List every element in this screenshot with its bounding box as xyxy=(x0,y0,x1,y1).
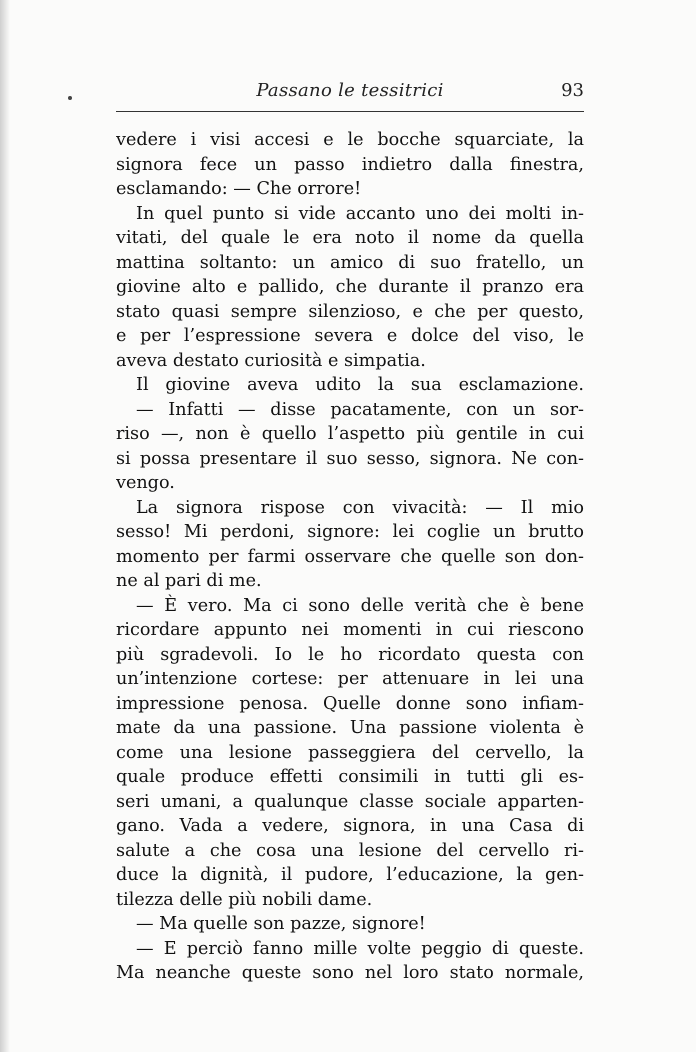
text-line: sesso! Mi perdoni, signore: lei coglie un brutto xyxy=(116,522,584,542)
text-line: stato quasi sempre silenzioso, e che per questo, xyxy=(116,301,584,322)
text-line: mate da una passione. Una passione violenta è xyxy=(116,718,584,738)
text-line: In quel punto si vide accanto uno dei molti in- xyxy=(136,203,584,224)
page-header xyxy=(116,80,584,110)
text-line: come una lesione passeggiera del cervello, la xyxy=(116,742,584,763)
text-line: e per l’espressione severa e dolce del viso, le xyxy=(116,326,584,346)
text-line: Ma neanche queste sono nel loro stato normale, xyxy=(116,963,584,983)
text-line: impressione penosa. Quelle donne sono infiam- xyxy=(116,693,584,714)
text-line: quale produce effetti consimili in tutti gli es- xyxy=(116,767,584,787)
text-line: più sgradevoli. Io le ho ricordato questa con xyxy=(116,644,584,665)
text-line: La signora rispose con vivacità: — Il mio xyxy=(136,497,584,518)
text-line: si possa presentare il suo sesso, signora. Ne con- xyxy=(116,448,584,469)
text-line: — Infatti — disse pacatamente, con un sor- xyxy=(136,399,584,420)
text-line: mattina soltanto: un amico di suo fratello, un xyxy=(116,252,584,273)
text-line: ricordare appunto nei momenti in cui riescono xyxy=(116,620,584,640)
text-line: seri umani, a qualunque classe sociale apparten- xyxy=(116,791,584,812)
text-line: salute a che cosa una lesione del cervello ri- xyxy=(116,840,584,861)
running-title: Passano le tessitrici xyxy=(256,80,444,101)
text-line: vitati, del quale le era noto il nome da quella xyxy=(116,228,584,248)
text-line: — Ma quelle son pazze, signore! xyxy=(136,914,426,934)
text-line: Il giovine aveva udito la sua esclamazione. xyxy=(136,375,584,395)
text-line: tilezza delle più nobili dame. xyxy=(116,889,373,910)
text-line: vengo. xyxy=(116,473,175,493)
text-line: — E perciò fanno mille volte peggio di queste. xyxy=(136,938,584,959)
text-line: vedere i visi accesi e le bocche squarciate, la xyxy=(116,130,584,150)
text-line: ne al pari di me. xyxy=(116,571,262,591)
text-line: — È vero. Ma ci sono delle verità che è bene xyxy=(136,595,584,616)
text-line: signora fece un passo indietro dalla finestra, xyxy=(116,154,584,175)
page-number: 93 xyxy=(561,80,584,101)
text-line: aveva destato curiosità e simpatia. xyxy=(116,350,426,371)
margin-dot xyxy=(68,96,72,100)
body-text xyxy=(116,128,584,986)
header-rule xyxy=(116,111,584,112)
text-line: esclamando: — Che orrore! xyxy=(116,179,362,199)
page-edge-shadow xyxy=(0,0,10,1052)
text-line: duce la dignità, il pudore, l’educazione, la gen- xyxy=(116,865,584,885)
text-line: gano. Vada a vedere, signora, in una Casa di xyxy=(116,816,584,836)
text-line: momento per farmi osservare che quelle son don- xyxy=(116,546,584,567)
text-line: un’intenzione cortese: per attenuare in lei una xyxy=(116,669,584,689)
text-line: giovine alto e pallido, che durante il pranzo era xyxy=(116,277,584,297)
text-line: riso —, non è quello l’aspetto più gentile in cui xyxy=(116,424,584,444)
